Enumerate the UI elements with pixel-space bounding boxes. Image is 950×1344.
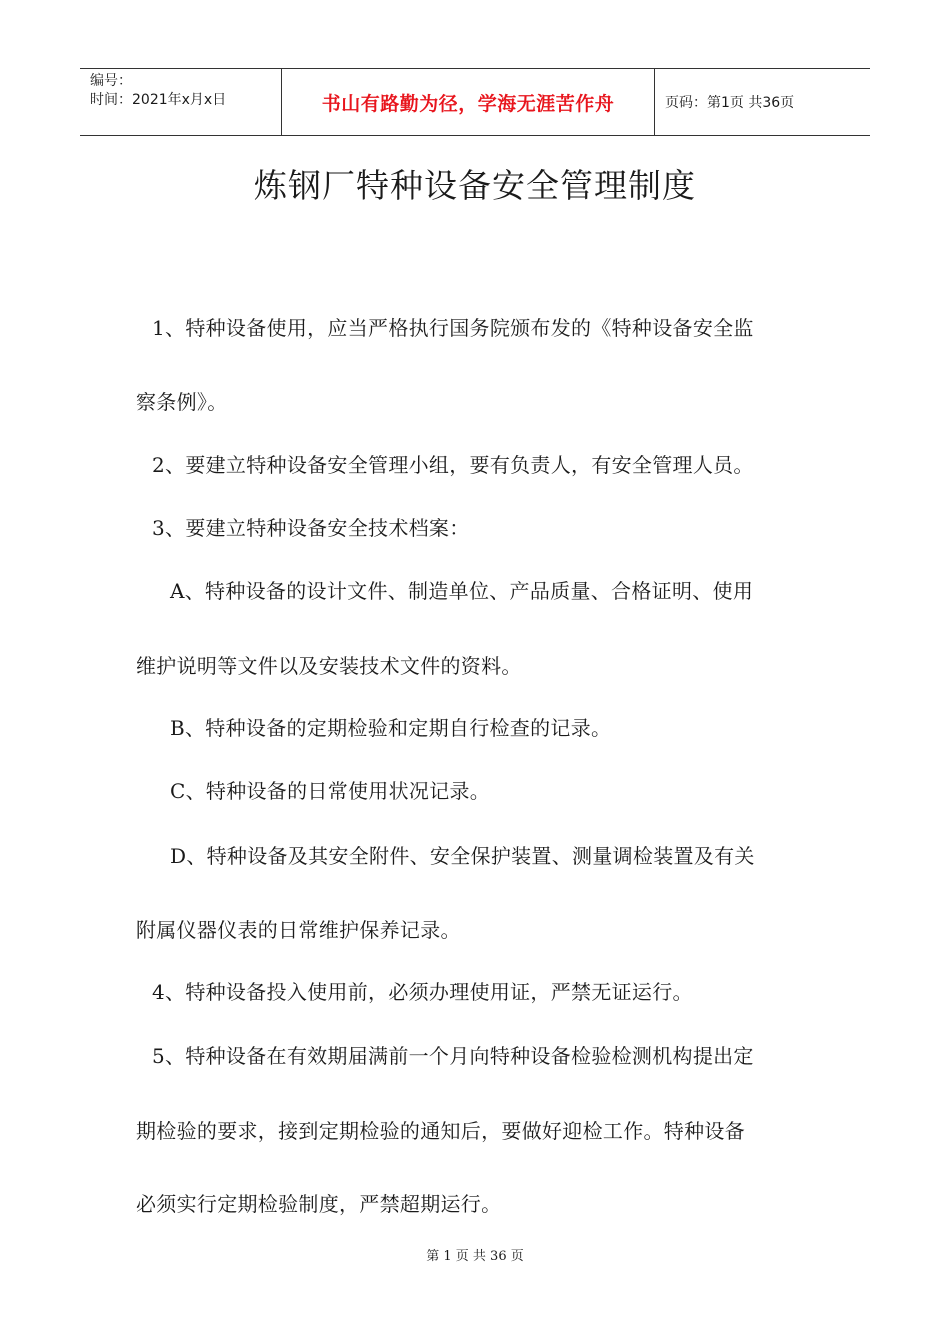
body-line: 期检验的要求，接到定期检验的通知后，要做好迎检工作。特种设备 bbox=[136, 1119, 745, 1143]
document-header bbox=[80, 68, 870, 136]
header-motto: 书山有路勤为径，学海无涯苦作舟 bbox=[321, 92, 615, 115]
body-line: 1、特种设备使用，应当严格执行国务院颁布发的《特种设备安全监 bbox=[152, 316, 754, 340]
body-line: 2、要建立特种设备安全管理小组，要有负责人，有安全管理人员。 bbox=[152, 453, 754, 477]
body-line: A、特种设备的设计文件、制造单位、产品质量、合格证明、使用 bbox=[170, 579, 754, 603]
page-footer: 第 1 页 共 36 页 bbox=[426, 1249, 524, 1264]
document-number-label: 编号： bbox=[90, 73, 132, 89]
body-line: 维护说明等文件以及安装技术文件的资料。 bbox=[136, 654, 522, 678]
body-line: 4、特种设备投入使用前，必须办理使用证，严禁无证运行。 bbox=[152, 980, 693, 1004]
header-page-info: 页码：第1页 共36页 bbox=[665, 95, 795, 111]
body-line: B、特种设备的定期检验和定期自行检查的记录。 bbox=[170, 716, 612, 740]
body-line: 3、要建立特种设备安全技术档案： bbox=[152, 516, 470, 540]
document-date-label: 时间：2021年x月x日 bbox=[90, 92, 227, 108]
body-line: 必须实行定期检验制度，严禁超期运行。 bbox=[136, 1192, 502, 1216]
body-line: 察条例》。 bbox=[136, 390, 228, 414]
body-line: 5、特种设备在有效期届满前一个月向特种设备检验检测机构提出定 bbox=[152, 1044, 754, 1068]
body-line: 附属仪器仪表的日常维护保养记录。 bbox=[136, 918, 461, 942]
document-title: 炼钢厂特种设备安全管理制度 bbox=[254, 166, 696, 205]
body-line: C、特种设备的日常使用状况记录。 bbox=[170, 779, 491, 803]
header-meta bbox=[80, 69, 281, 135]
body-line: D、特种设备及其安全附件、安全保护装置、测量调检装置及有关 bbox=[170, 844, 755, 868]
